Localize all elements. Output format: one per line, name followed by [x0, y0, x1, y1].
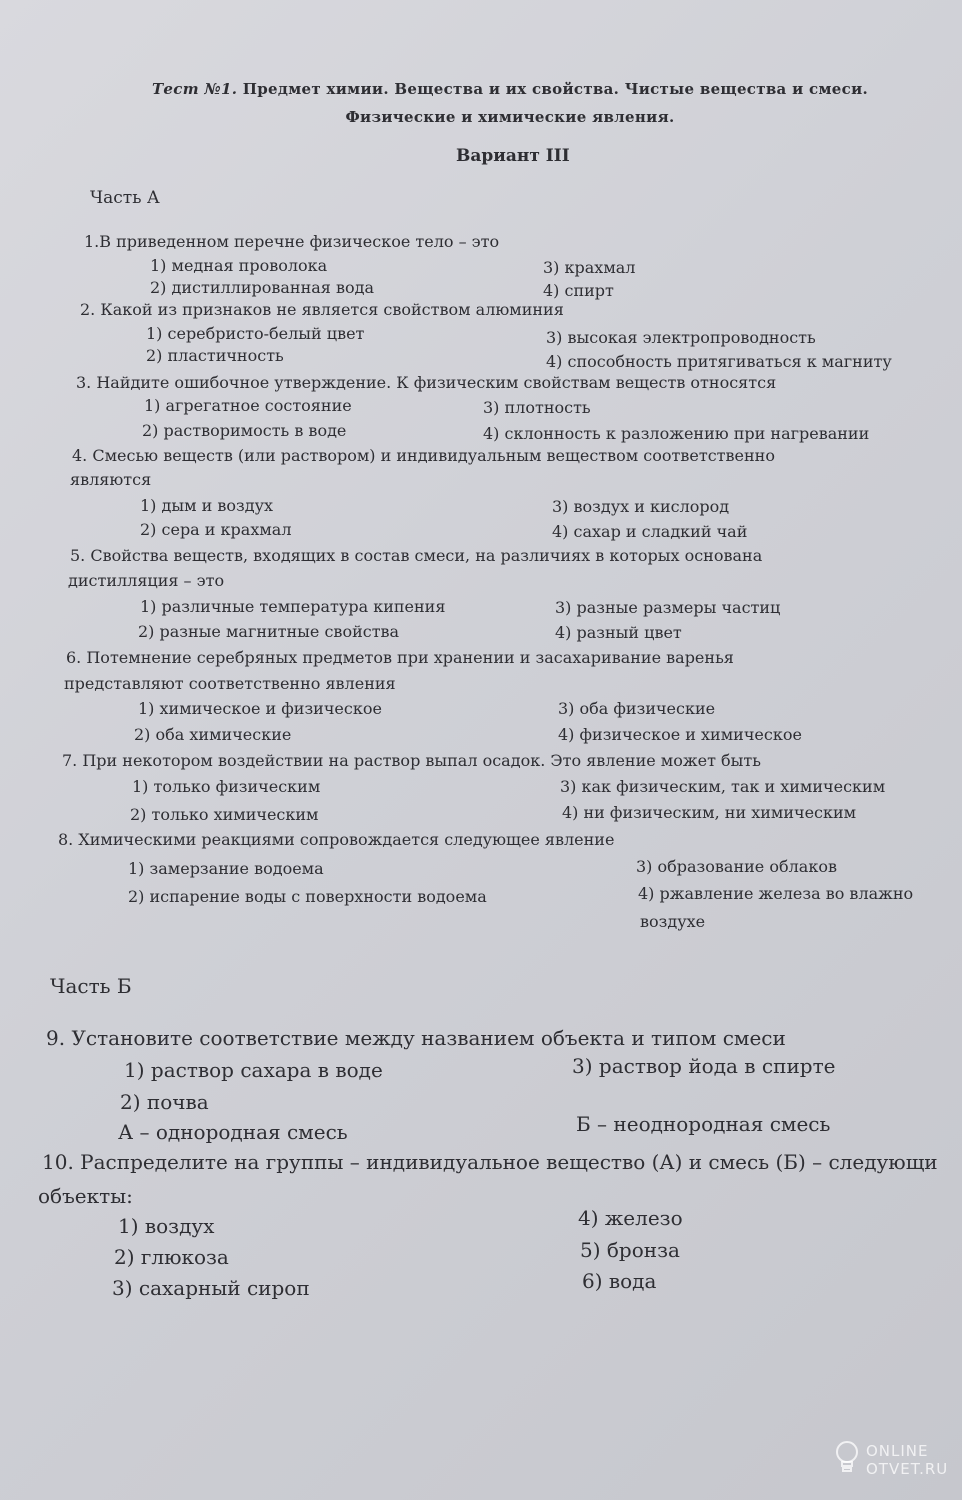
variant-heading: Вариант III	[456, 146, 570, 166]
watermark-text	[866, 1442, 948, 1478]
question-5: 5. Свойства веществ, входящих в состав смеси, на различиях в которых основана	[70, 546, 763, 565]
q5-option-3: 3) разные размеры частиц	[555, 598, 781, 617]
q8-option-1: 1) замерзание водоема	[128, 859, 324, 878]
q9-answer-a: А – однородная смесь	[118, 1120, 348, 1144]
q3-option-1: 1) агрегатное состояние	[144, 396, 352, 415]
q8-option-2: 2) испарение воды с поверхности водоема	[128, 887, 487, 906]
question-4-cont: являются	[70, 470, 152, 489]
q5-option-2: 2) разные магнитные свойства	[138, 622, 400, 641]
q4-option-3: 3) воздух и кислород	[552, 497, 730, 516]
q7-option-4: 4) ни физическим, ни химическим	[562, 803, 857, 822]
question-6: 6. Потемнение серебряных предметов при хранении и засахаривание варенья	[66, 648, 734, 667]
q4-option-1: 1) дым и воздух	[140, 496, 274, 515]
q10-item-1: 1) воздух	[118, 1214, 215, 1238]
watermark-line2: OTVET.RU	[866, 1460, 949, 1478]
q10-item-6: 6) вода	[582, 1269, 657, 1293]
part-b-heading: Часть Б	[50, 974, 132, 998]
q10-item-3: 3) сахарный сироп	[112, 1276, 310, 1300]
q5-option-1: 1) различные температура кипения	[140, 597, 446, 616]
q1-option-4: 4) спирт	[543, 281, 614, 300]
q7-option-3: 3) как физическим, так и химическим	[560, 777, 886, 796]
question-4: 4. Смесью веществ (или раствором) и индивидуальным веществом соответственно	[72, 446, 775, 465]
q6-option-2: 2) оба химические	[134, 725, 292, 744]
q6-option-3: 3) оба физические	[558, 699, 716, 718]
site-watermark	[834, 1436, 949, 1486]
question-7: 7. При некотором воздействии на раствор выпал осадок. Это явление может быть	[62, 751, 761, 770]
question-5-cont: дистилляция – это	[68, 571, 225, 590]
q3-option-2: 2) растворимость в воде	[142, 421, 347, 440]
q4-option-4: 4) сахар и сладкий чай	[552, 522, 748, 541]
q1-option-3: 3) крахмал	[543, 258, 636, 277]
question-10: 10. Распределите на группы – индивидуальное вещество (А) и смесь (Б) – следующи	[42, 1150, 938, 1174]
q2-option-4: 4) способность притягиваться к магниту	[546, 352, 892, 371]
question-8: 8. Химическими реакциями сопровождается следующее явление	[58, 830, 615, 849]
q6-option-1: 1) химическое и физическое	[138, 699, 382, 718]
q8-option-3: 3) образование облаков	[636, 857, 837, 876]
q5-option-4: 4) разный цвет	[555, 623, 682, 642]
question-10-cont: объекты:	[38, 1184, 133, 1208]
q4-option-2: 2) сера и крахмал	[140, 520, 292, 539]
q9-item-2: 2) почва	[120, 1090, 209, 1114]
question-6-cont: представляют соответственно явления	[64, 674, 396, 693]
q2-option-1: 1) серебристо-белый цвет	[146, 324, 365, 343]
question-2: 2. Какой из признаков не является свойством алюминия	[80, 300, 564, 319]
q1-option-1: 1) медная проволока	[150, 256, 328, 275]
watermark-line1: ONLINE	[866, 1442, 929, 1460]
question-9: 9. Установите соответствие между названием объекта и типом смеси	[46, 1026, 786, 1050]
q10-item-5: 5) бронза	[580, 1238, 680, 1262]
question-3: 3. Найдите ошибочное утверждение. К физическим свойствам веществ относятся	[76, 373, 777, 392]
q10-item-4: 4) железо	[578, 1206, 683, 1230]
lightbulb-icon	[834, 1440, 860, 1476]
q8-option-4: 4) ржавление железа во влажно	[638, 884, 914, 903]
q8-option-4-cont: воздухе	[640, 912, 706, 931]
q10-item-2: 2) глюкоза	[114, 1245, 229, 1269]
q9-item-1: 1) раствор сахара в воде	[124, 1058, 383, 1082]
q9-answer-b: Б – неоднородная смесь	[576, 1112, 831, 1136]
q2-option-3: 3) высокая электропроводность	[546, 328, 816, 347]
q7-option-2: 2) только химическим	[130, 805, 319, 824]
test-title-line2: Физические и химические явления.	[345, 108, 675, 126]
q9-item-3: 3) раствор йода в спирте	[572, 1054, 836, 1078]
question-1: 1.В приведенном перечне физическое тело – это	[84, 232, 500, 251]
q7-option-1: 1) только физическим	[132, 777, 321, 796]
test-title-line1: Тест №1. Предмет химии. Вещества и их свойства. Чистые вещества и смеси.	[151, 80, 869, 98]
q1-option-2: 2) дистиллированная вода	[150, 278, 374, 297]
part-a-heading: Часть А	[90, 188, 160, 208]
q2-option-2: 2) пластичность	[146, 346, 284, 365]
q6-option-4: 4) физическое и химическое	[558, 725, 802, 744]
q3-option-4: 4) склонность к разложению при нагревании	[483, 424, 870, 443]
q3-option-3: 3) плотность	[483, 398, 591, 417]
